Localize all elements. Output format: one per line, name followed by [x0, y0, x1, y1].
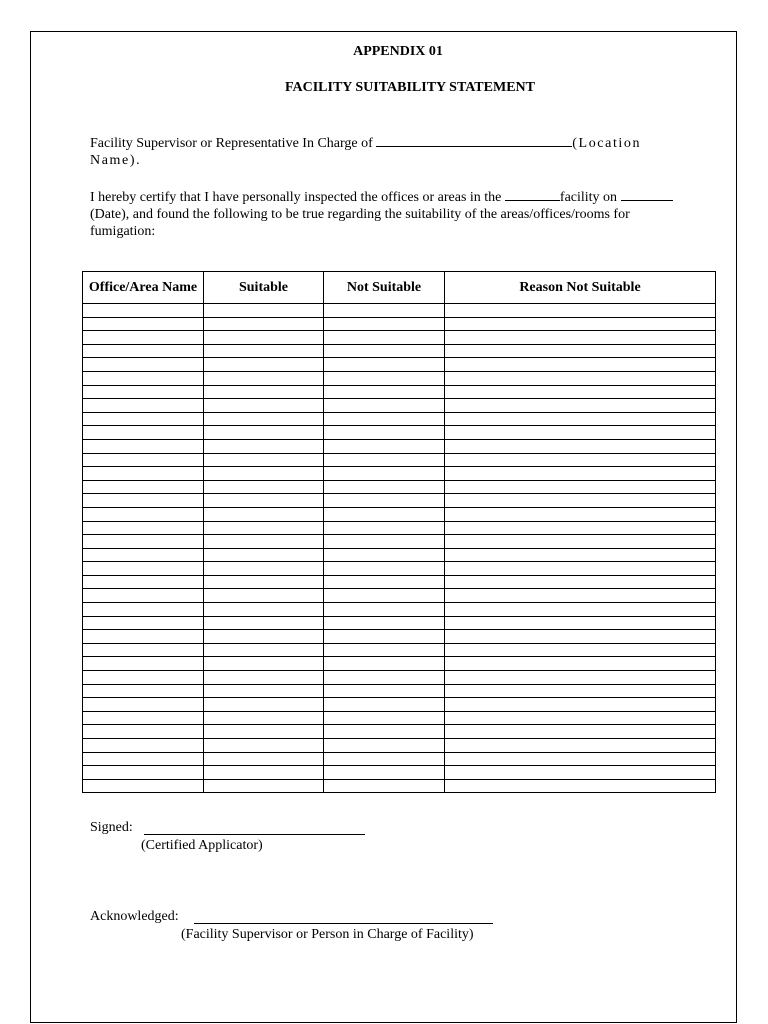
table-row — [83, 371, 716, 385]
table-cell[interactable] — [83, 358, 204, 372]
table-row — [83, 589, 716, 603]
table-cell[interactable] — [324, 603, 445, 617]
table-row — [83, 603, 716, 617]
table-row — [83, 385, 716, 399]
table-cell[interactable] — [445, 657, 716, 671]
table-row — [83, 535, 716, 549]
table-cell[interactable] — [204, 630, 324, 644]
table-cell[interactable] — [445, 684, 716, 698]
table-row — [83, 439, 716, 453]
table-cell[interactable] — [204, 752, 324, 766]
table-cell[interactable] — [204, 779, 324, 793]
table-cell[interactable] — [83, 304, 204, 318]
table-cell[interactable] — [324, 304, 445, 318]
table-row — [83, 453, 716, 467]
table-cell[interactable] — [83, 643, 204, 657]
table-cell[interactable] — [324, 548, 445, 562]
table-cell[interactable] — [324, 643, 445, 657]
table-cell[interactable] — [204, 739, 324, 753]
table-body — [83, 304, 716, 793]
table-cell[interactable] — [83, 657, 204, 671]
table-cell[interactable] — [324, 385, 445, 399]
table-cell[interactable] — [324, 344, 445, 358]
table-cell[interactable] — [204, 412, 324, 426]
table-cell[interactable] — [324, 589, 445, 603]
table-cell[interactable] — [204, 698, 324, 712]
table-cell[interactable] — [324, 507, 445, 521]
table-cell[interactable] — [83, 494, 204, 508]
table-row — [83, 779, 716, 793]
table-cell[interactable] — [324, 399, 445, 413]
table-cell[interactable] — [445, 535, 716, 549]
table-cell[interactable] — [83, 698, 204, 712]
table-cell[interactable] — [204, 589, 324, 603]
table-cell[interactable] — [83, 317, 204, 331]
table-cell[interactable] — [324, 535, 445, 549]
table-cell[interactable] — [445, 317, 716, 331]
table-cell[interactable] — [445, 630, 716, 644]
table-cell[interactable] — [83, 467, 204, 481]
table-cell[interactable] — [324, 711, 445, 725]
acknowledged-label: Acknowledged: — [90, 909, 179, 924]
table-cell[interactable] — [204, 358, 324, 372]
table-cell[interactable] — [204, 331, 324, 345]
table-row — [83, 562, 716, 576]
table-cell[interactable] — [204, 711, 324, 725]
table-cell[interactable] — [445, 752, 716, 766]
table-cell[interactable] — [445, 548, 716, 562]
table-cell[interactable] — [204, 671, 324, 685]
table-row — [83, 739, 716, 753]
table-row — [83, 766, 716, 780]
suitability-table — [82, 271, 716, 793]
acknowledged-caption: (Facility Supervisor or Person in Charge of Facility) — [181, 927, 474, 942]
table-cell[interactable] — [204, 426, 324, 440]
table-cell[interactable] — [324, 752, 445, 766]
column-header-suitable: Suitable — [204, 272, 324, 304]
table-cell[interactable] — [445, 480, 716, 494]
table-header-row — [83, 272, 716, 304]
certification-text-3: (Date), and found the following to be true regarding the suitability of the areas/offices/rooms for fumigation: — [90, 207, 630, 239]
table-cell[interactable] — [445, 643, 716, 657]
table-cell[interactable] — [204, 399, 324, 413]
table-cell[interactable] — [83, 344, 204, 358]
table-cell[interactable] — [83, 399, 204, 413]
table-cell[interactable] — [324, 766, 445, 780]
table-cell[interactable] — [324, 698, 445, 712]
table-row — [83, 331, 716, 345]
table-cell[interactable] — [83, 426, 204, 440]
table-cell[interactable] — [445, 711, 716, 725]
table-row — [83, 698, 716, 712]
column-header-reason: Reason Not Suitable — [445, 272, 716, 304]
table-row — [83, 548, 716, 562]
table-row — [83, 575, 716, 589]
table-cell[interactable] — [204, 643, 324, 657]
table-cell[interactable] — [324, 684, 445, 698]
supervisor-lead-text: Facility Supervisor or Representative In Charge of — [90, 136, 377, 151]
table-cell[interactable] — [324, 575, 445, 589]
table-row — [83, 616, 716, 630]
table-cell[interactable] — [445, 616, 716, 630]
table-cell[interactable] — [83, 766, 204, 780]
table-cell[interactable] — [83, 331, 204, 345]
table-row — [83, 344, 716, 358]
table-cell[interactable] — [83, 671, 204, 685]
table-cell[interactable] — [83, 535, 204, 549]
table-cell[interactable] — [324, 657, 445, 671]
table-row — [83, 671, 716, 685]
table-cell[interactable] — [445, 521, 716, 535]
table-cell[interactable] — [445, 589, 716, 603]
table-cell[interactable] — [445, 494, 716, 508]
table-row — [83, 467, 716, 481]
date-field[interactable] — [621, 187, 673, 201]
table-cell[interactable] — [83, 752, 204, 766]
table-cell[interactable] — [83, 630, 204, 644]
table-row — [83, 494, 716, 508]
table-cell[interactable] — [204, 453, 324, 467]
table-cell[interactable] — [445, 725, 716, 739]
table-cell[interactable] — [445, 603, 716, 617]
table-cell[interactable] — [445, 371, 716, 385]
table-cell[interactable] — [445, 453, 716, 467]
table-cell[interactable] — [324, 439, 445, 453]
appendix-title: APPENDIX 01 — [353, 44, 443, 59]
table-cell[interactable] — [204, 304, 324, 318]
table-cell[interactable] — [324, 725, 445, 739]
table-cell[interactable] — [204, 507, 324, 521]
table-row — [83, 304, 716, 318]
table-row — [83, 711, 716, 725]
table-cell[interactable] — [324, 331, 445, 345]
table-cell[interactable] — [445, 439, 716, 453]
table-cell[interactable] — [324, 371, 445, 385]
location-name-label: (Location Name). — [90, 136, 642, 168]
table-cell[interactable] — [204, 317, 324, 331]
table-cell[interactable] — [204, 603, 324, 617]
column-header-office-area: Office/Area Name — [83, 272, 204, 304]
table-cell[interactable] — [445, 779, 716, 793]
table-cell[interactable] — [324, 521, 445, 535]
table-cell[interactable] — [204, 521, 324, 535]
table-cell[interactable] — [204, 494, 324, 508]
table-cell[interactable] — [324, 630, 445, 644]
table-row — [83, 521, 716, 535]
table-cell[interactable] — [445, 507, 716, 521]
table-cell[interactable] — [83, 548, 204, 562]
statement-title: FACILITY SUITABILITY STATEMENT — [285, 80, 535, 95]
table-cell[interactable] — [83, 453, 204, 467]
table-cell[interactable] — [83, 725, 204, 739]
certification-text-1: I hereby certify that I have personally inspected the offices or areas in the — [90, 190, 505, 205]
table-row — [83, 684, 716, 698]
table-cell[interactable] — [445, 698, 716, 712]
table-row — [83, 426, 716, 440]
table-cell[interactable] — [83, 480, 204, 494]
table-cell[interactable] — [204, 344, 324, 358]
signed-label: Signed: — [90, 820, 133, 835]
table-cell[interactable] — [324, 426, 445, 440]
table-row — [83, 643, 716, 657]
table-cell[interactable] — [204, 371, 324, 385]
table-cell[interactable] — [324, 616, 445, 630]
table-cell[interactable] — [445, 575, 716, 589]
table-cell[interactable] — [204, 480, 324, 494]
table-cell[interactable] — [324, 671, 445, 685]
table-cell[interactable] — [445, 304, 716, 318]
table-cell[interactable] — [324, 412, 445, 426]
table-cell[interactable] — [83, 412, 204, 426]
table-cell[interactable] — [204, 575, 324, 589]
table-cell[interactable] — [83, 385, 204, 399]
table-cell[interactable] — [83, 684, 204, 698]
table-cell[interactable] — [324, 739, 445, 753]
signed-line-field[interactable] — [144, 834, 365, 835]
table-cell[interactable] — [83, 439, 204, 453]
table-cell[interactable] — [83, 371, 204, 385]
location-name-field[interactable] — [376, 133, 572, 147]
table-cell[interactable] — [204, 439, 324, 453]
table-row — [83, 507, 716, 521]
table-cell[interactable] — [445, 358, 716, 372]
table-cell[interactable] — [83, 589, 204, 603]
table-cell[interactable] — [445, 412, 716, 426]
table-cell[interactable] — [324, 358, 445, 372]
table-cell[interactable] — [83, 616, 204, 630]
table-row — [83, 480, 716, 494]
acknowledged-line-field[interactable] — [194, 923, 493, 924]
table-row — [83, 399, 716, 413]
table-cell[interactable] — [445, 399, 716, 413]
table-row — [83, 752, 716, 766]
table-cell[interactable] — [204, 548, 324, 562]
table-cell[interactable] — [324, 494, 445, 508]
table-cell[interactable] — [324, 562, 445, 576]
certification-text-2: facility on — [559, 190, 621, 205]
table-cell[interactable] — [324, 453, 445, 467]
table-cell[interactable] — [83, 521, 204, 535]
table-cell[interactable] — [204, 725, 324, 739]
table-row — [83, 630, 716, 644]
table-cell[interactable] — [204, 616, 324, 630]
table-cell[interactable] — [83, 779, 204, 793]
table-cell[interactable] — [83, 603, 204, 617]
column-header-not-suitable: Not Suitable — [324, 272, 445, 304]
table-cell[interactable] — [83, 711, 204, 725]
table-cell[interactable] — [324, 779, 445, 793]
table-cell[interactable] — [204, 385, 324, 399]
table-row — [83, 725, 716, 739]
table-cell[interactable] — [204, 766, 324, 780]
table-cell[interactable] — [445, 426, 716, 440]
facility-name-field[interactable] — [505, 187, 560, 201]
table-row — [83, 317, 716, 331]
table-cell[interactable] — [204, 657, 324, 671]
table-row — [83, 657, 716, 671]
table-cell[interactable] — [83, 739, 204, 753]
table-cell[interactable] — [83, 507, 204, 521]
table-row — [83, 412, 716, 426]
supervisor-paragraph — [90, 133, 680, 169]
table-row — [83, 358, 716, 372]
signed-caption: (Certified Applicator) — [141, 838, 263, 853]
table-cell[interactable] — [445, 739, 716, 753]
table-cell[interactable] — [324, 480, 445, 494]
table-cell[interactable] — [445, 562, 716, 576]
table-cell[interactable] — [204, 535, 324, 549]
table-cell[interactable] — [324, 467, 445, 481]
table-cell[interactable] — [204, 562, 324, 576]
table-cell[interactable] — [445, 344, 716, 358]
table-cell[interactable] — [83, 575, 204, 589]
table-cell[interactable] — [204, 684, 324, 698]
certification-paragraph — [90, 187, 680, 240]
table-cell[interactable] — [324, 317, 445, 331]
table-cell[interactable] — [83, 562, 204, 576]
table-cell[interactable] — [445, 671, 716, 685]
table-cell[interactable] — [445, 467, 716, 481]
table-cell[interactable] — [445, 766, 716, 780]
table-cell[interactable] — [445, 385, 716, 399]
table-cell[interactable] — [445, 331, 716, 345]
table-cell[interactable] — [204, 467, 324, 481]
